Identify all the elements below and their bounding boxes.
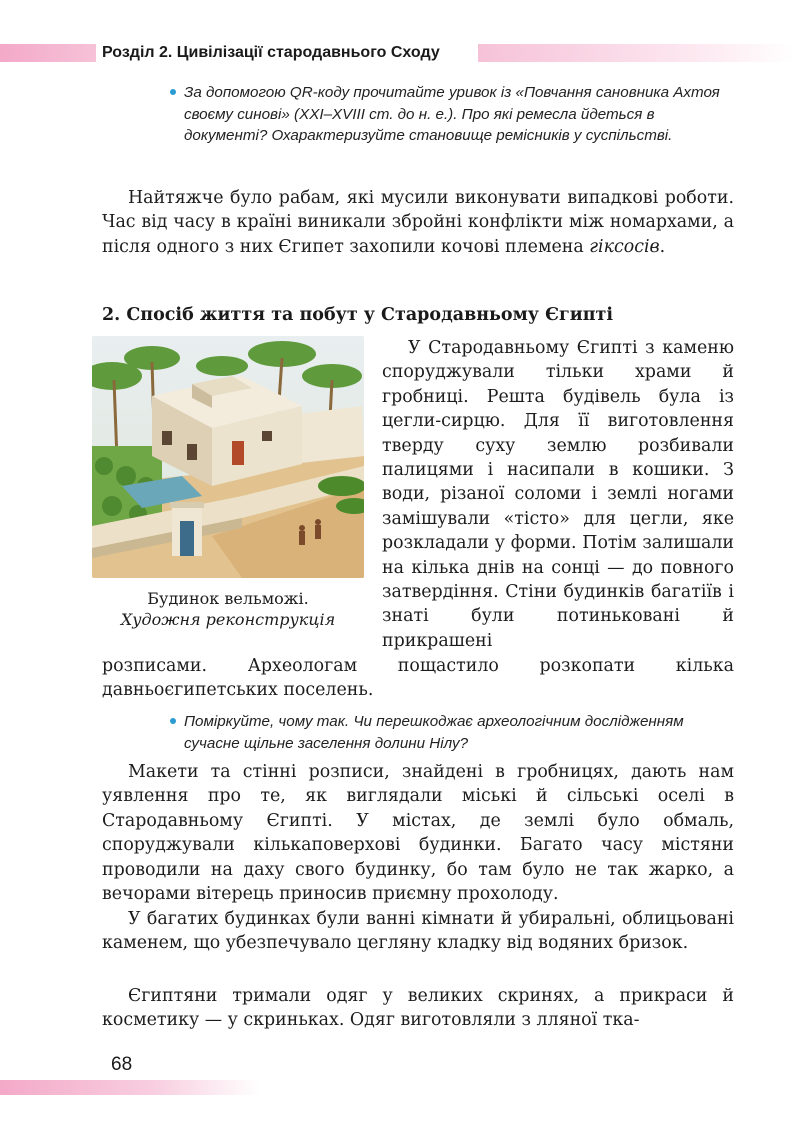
bullet-dot-icon xyxy=(170,89,176,95)
paragraph-slaves xyxy=(102,186,734,259)
header-decor-bar-right xyxy=(478,44,794,62)
task-qr-text: За допомогою QR-коду прочитайте уривок із «Повчання сановника Ахтоя своєму синові» (XXI–XVIII ст. до н. е.). Про які ремесла йдеться в документі? Охарактеризуйте становище ремісників у суспільстві. xyxy=(184,84,720,144)
paragraph-clothing: Єгиптяни тримали одяг у великих скринях, а прикраси й косметику — у скриньках. Одяг виготовляли з лляної тка- xyxy=(102,986,734,1031)
caption-subtitle: Художня реконструкція xyxy=(120,610,336,629)
footer-decor-bar xyxy=(0,1080,260,1095)
paragraph-bathrooms: У багатих будинках були ванні кімнати й убиральні, облицьовані каменем, що убезпечувало цегляну кладку від водяних бризок. xyxy=(102,909,734,954)
paragraph-slaves-text: Найтяжче було рабам, які мусили виконувати випадкові роботи. Час від часу в країні виникали збройні конфлікти між номархами, а після одного з них Єгипет захопили кочові племена xyxy=(102,188,734,257)
caption-title: Будинок вельможі. xyxy=(147,589,309,608)
noble-house-image xyxy=(92,336,364,578)
bullet-dot-icon xyxy=(170,718,176,724)
task-qr-code xyxy=(184,82,732,147)
paragraph-models: Макети та стінні розписи, знайдені в гробницях, дають нам уявлення про те, як виглядали міські й сільські оселі в Стародавньому Єгипті. У містах, де землі було обмаль, споруджували кількаповерхові будинки. Багато часу містяни проводили на даху свого будинку, бо там було не так жарко, а вечорами вітерець приносив приємну прохолоду. xyxy=(102,762,734,905)
term-hyksos: гіксосів xyxy=(589,236,660,257)
noble-house-illustration xyxy=(92,336,364,578)
paragraph-building-materials: У Стародавньому Єгипті з каменю споруджували тільки храми й гробниці. Решта будівель була із цегли-сирцю. Для її виготовлення тверду суху землю розбивали палицями і насипали в кошики. З води, різаної соломи і землі ногами замішували «тісто» для цегли, яке розкладали у форми. Потім залишали на кілька днів на сонці — до повного затвердіння. Стіни будинків багатіїв і знаті були потиньковані й прикрашені xyxy=(382,338,734,651)
paragraph-slaves-end: . xyxy=(659,236,666,257)
task-think-text: Поміркуйте, чому так. Чи перешкоджає археологічним дослідженням сучасне щільне заселення долини Нілу? xyxy=(184,713,684,752)
section-header-title: Розділ 2. Цивілізації стародавнього Сходу xyxy=(96,42,446,64)
header-decor-bar-left xyxy=(0,44,96,62)
section-heading: 2. Спосіб життя та побут у Стародавньому Єгипті xyxy=(102,305,614,325)
paragraph-building-continued: розписами. Археологам пощастило розкопати кілька давньоєгипетських поселень. xyxy=(102,656,734,701)
task-think xyxy=(184,711,732,754)
illustration-caption xyxy=(92,588,364,630)
page-number: 68 xyxy=(111,1054,133,1075)
